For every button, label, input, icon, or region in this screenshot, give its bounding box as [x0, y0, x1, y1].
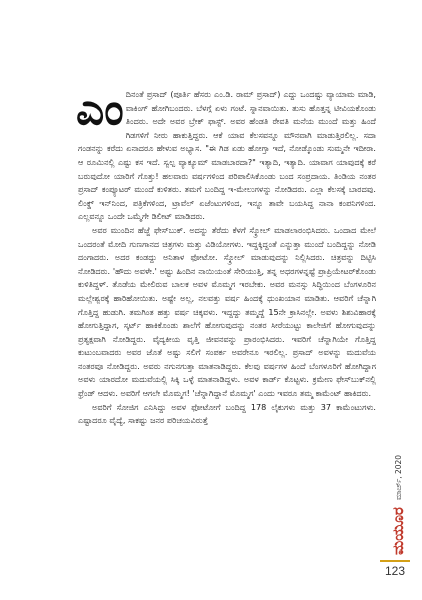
magazine-brand: ಮಯೂರ: [389, 507, 407, 555]
page-number: 123: [384, 564, 406, 578]
paragraph-text: ದಿನಂತೆ ಪ್ರಸಾದ್ (ಪೂರ್ತಿ ಹೆಸರು ಎಂ.ಡಿ. ರಾಮ್ ಪ್ರಸಾದ್) ಎದ್ದು ಒಂದಷ್ಟು ವ್ಯಾಯಾಮ ಮಾಡಿ, ವಾಕಿಂಗ್ ಹೋಗಿಬಂದರು. ಬೆಳಗ್ಗೆ ಏಳು ಗಂಟೆ. ಸ್ನಾನವಾಯಿತು. ತುಸು ಹೊತ್ತನ್ನ ಟೀವಿಯಕೊಂಡು ತಿಂದರು. ಅದೇ ಅವರ ಬ್ರೇಕ್ ಫಾಸ್ಟ್. ಅವರ ಹೆಂಡತಿ ರೇವತಿ ಮನೆಯ ಮುಂದೆ ಮತ್ತು ಹಿಂದೆ ಗಿಡಗಳಿಗೆ ನೀರು ಹಾಕುತ್ತಿದ್ದರು. ಆಕೆ ಯಾವ ಕೆಲಸವನ್ನೂ ಮೌನವಾಗಿ ಮಾಡುತ್ತಿರಲಿಲ್ಲ. ಸದಾ ಗಂಡನನ್ನು ಕರೆದು ಏನಾದರೂ ಹೇಳುವ ಅಭ್ಯಾಸ. "ಈ ಗಿಡ ಏಡು ಹೋಗ್ತಾ ಇದೆ, ನೋಡ್ಕೊಂಡು ಸುಮ್ಮನೇ ಇದೀರಾ. ಆ ರೂಮಿನಲ್ಲಿ ಎಷ್ಟು ಕಸ ಇದೆ. ಸ್ವಲ್ಪ ವ್ಯಾಕ್ಯೂಮ್ ಮಾಡಬಾರದಾ?" ಇತ್ಯಾದಿ, ಇತ್ಯಾದಿ. ಯಾವಾಗ ಯಾವುದಕ್ಕೆ ಕರೆ ಬರುವುದೋ ಯಾರಿಗೆ ಗೊತ್ತು! ಹಲವಾರು ವರ್ಷಗಳಿಂದ ಪರಿಪಾಲಿಸಿಕೊಂಡು ಬಂದ ಸಂಪ್ರದಾಯ. ತಿಂಡಿಯ ನಂತರ ಪ್ರಸಾದ್ ಕಂಪ್ಯೂಟರ್ ಮುಂದೆ ಕುಳಿತರು. ತಮಗೆ ಬಂದಿದ್ದ ಇ-ಮೇಲುಗಳನ್ನು ನೋಡಿದರು. ಎಲ್ಲಾ ಕೆಲಸಕ್ಕೆ ಬಾರದವು. ಲಿಂಕ್ಡ್ ಇನ್‌ನಿಂದ, ಪತ್ರಿಕೆಗಳಿಂದ, ಟ್ರಾವೆಲ್ ಏಜೆಂಟುಗಳಿಂದ, ಇನ್ನೂ ತಾವೇ ಬಯಸಿದ್ದ ನಾನಾ ಕಂಪನಿಗಳಿಂದ. ಎಲ್ಲವನ್ನೂ ಒಂದೇ ಒಮ್ಮೆಗೇ ಡಿಲೀಟ್ ಮಾಡಿದರು.: [78, 89, 376, 222]
page-number-rule: [380, 560, 410, 562]
article-paragraph: ಅವರಿಗೆ ಸೋಜಿಗ ಎನಿಸಿದ್ದು ಅವಳ ಫೋಟೋಗೆ ಬಂದಿದ್ದ 178 ಲೈಕುಗಳು ಮತ್ತು 37 ಕಾಮೆಂಟುಗಳು. ಎಷ್ಟಾದರೂ ವೈದ್ಯೆ, ಸಾಕಷ್ಟು ಜನರ ಪರಿಚಯವಿರುತ್ತೆ: [78, 401, 376, 426]
article-paragraph: [76, 84, 376, 224]
article-paragraph: ಅವರ ಮುಂದಿನ ಹೆಜ್ಜೆ ಫೇಸ್‌ಬುಕ್. ಅದನ್ನು ತೆರೆದು ಕೆಳಗೆ ಸ್ಕ್ರೋಲ್ ಮಾಡಲಾರಂಭಿಸಿದರು. ಒಂದಾದ ಮೇಲೆ ಒಂದರಂತೆ ಮೋದಿ ಗುಣಗಾನದ ಚಿತ್ರಗಳು ಮತ್ತು ವಿಡಿಯೋಗಳು. ಇದ್ದಕ್ಕಿದ್ದಂತೆ ಎನ್ನುತ್ತಾ ಮುಂದೆ ಬಂದಿದ್ದನ್ನು ನೋಡಿ ದಂಗಾದರು. ಅದರ ಕಂಡದ್ದು ಅನಿತಾಳ ಫೋಟೋ. ಸ್ಕ್ರೋಲ್ ಮಾಡುವುದನ್ನು ನಿಲ್ಲಿಸಿದರು. ಚಿತ್ರವನ್ನು ದಿಟ್ಟಿಸಿ ನೋಡಿದರು. 'ಹೌದು ಅವಳೇ.' ಅಷ್ಟು ಹಿಂದಿನ ನಾಯಿಯಂತೆ ಸೇರಿಯುತ್ತಿ, ತನ್ನ ಅಧರಗಳನ್ನಷ್ಟೆ ಪ್ರಾಪ್ರಿಯೇಟರ್‌ಕೊಂಡು ಕುಳಿತಿದ್ದಳ್. ತೊಡೆಯ ಮೇಲಿರುವ ಬಾಲಕ ಅವಳ ಮೊಮ್ಮಗ ಇರಬೇಕು. ಅವರ ಮನಸ್ಸು ಸಿದ್ಧಿಯಿಂದ ಬೆಂಗಳೂರಿನ ಮಲ್ಲೇಶ್ವರಕ್ಕೆ ಹಾರಿಹೋಯಿತು. ಅಷ್ಟೇ ಅಲ್ಲ, ನಲವತ್ತು ವರ್ಷ ಹಿಂದಕ್ಕೆ ಧುಂಖಯಾನ ಮಾಡಿತು. ಆವರಿಗೆ ಚೆನ್ನಾಗಿ ಗೊತ್ತಿದ್ದ ಹುಡುಗಿ. ತಮಗಿಂತ ಹತ್ತು ವರ್ಷ ಚಿಕ್ಕವಳು. ಇದ್ದದ್ದು ತಮ್ಮದ್ದೆ 15ನೇ ಕ್ರಾಸಿನಲ್ಲೇ. ಅವಳು ಶಿಶುವಿಹಾರಕ್ಕೆ ಹೋಗುತ್ತಿದ್ದಾಗ, ಸ್ಕರ್ಟ್ ಹಾಕಿಕೊಂಡು ಶಾಲೆಗೆ ಹೋಗುವುದನ್ನು ನಂತರ ಸೀರೆಯುಟ್ಟು ಕಾಲೇಜಿಗೆ ಹೋಗುವುದನ್ನು ಪ್ರತ್ಯಕ್ಷವಾಗಿ ನೋಡಿದ್ದರು. ವೈದ್ಯಕೀಯ ವೃತ್ತಿ ಜೀವನವನ್ನು ಪ್ರಾರಂಭಿಸಿದರು. ಇವರಿಗೆ ಚೆನ್ನಾಗಿಯೇ ಗೊತ್ತಿದ್ದ ಕುಟುಂಬವಾದರು ಅವರ ಜೊತೆ ಅಷ್ಟು ಸಲಿಗೆ ಸಂಪರ್ಕ ಅವರೇನೂ ಇರಲಿಲ್ಲ. ಪ್ರಸಾದ್ ಅವಳನ್ನು ಮದುವೆಯ ನಂತರವೂ ನೋಡಿದ್ದರು. ಅವರು ನಗುನಗುತ್ತಾ ಮಾತನಾಡಿದ್ದರು. ಕೆಲವು ವರ್ಷಗಳ ಹಿಂದೆ ಬೆಂಗಳೂರಿಗೆ ಹೋಗಿದ್ದಾಗ ಅವಳು ಯಾರದೋ ಮದುವೆಯಲ್ಲಿ ಸಿಕ್ಕಿ ಒಳ್ಳೆ ಮಾತನಾಡಿದ್ದಳು. ಅವಳ ಕಾರ್ಡ್ ಕೊಟ್ಟಳು. ಕ್ರಮೇಣ ಫೇಸ್‌ಬುಕ್‌ನಲ್ಲಿ ಫ್ರೆಂಡ್ ಆದಳು. ಅವರಿಗೆ ಆಗಲೇ ಮೊಮ್ಮಗ! 'ಚೆನ್ನಾಗಿದ್ದಾನೆ ಮೊಮ್ಮಗ' ಎಂದು ಇವರೂ ತಮ್ಮ ಕಾಮೆಂಟ್ ಹಾಕಿದರು.: [78, 224, 376, 399]
drop-cap: ಎಂ: [76, 84, 122, 135]
issue-date: ಮಾರ್ಚ್, 2020: [394, 454, 403, 500]
article-body: [76, 84, 376, 428]
